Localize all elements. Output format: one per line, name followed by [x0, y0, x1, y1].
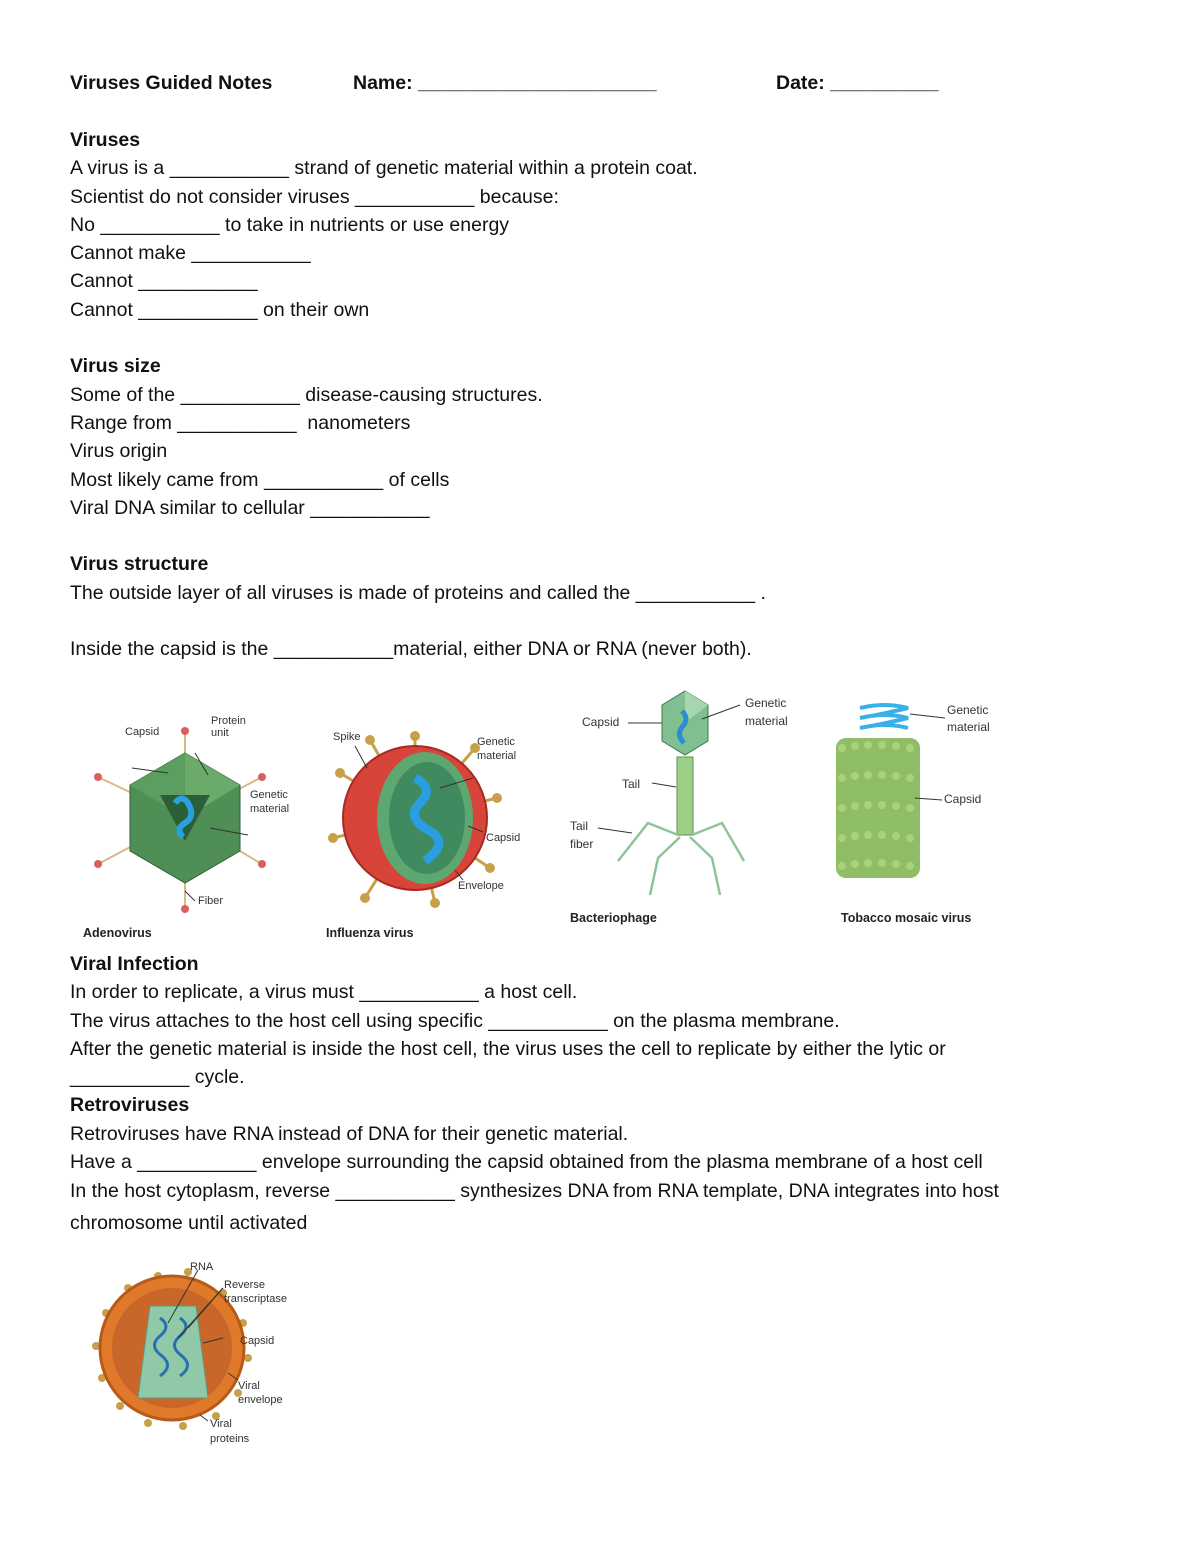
structure-line: The outside layer of all viruses is made of proteins and called the ___________ .	[70, 581, 766, 604]
influenza-label-material: material	[477, 750, 517, 762]
adenovirus-label-capsid: Capsid	[125, 726, 160, 738]
worksheet-header	[70, 68, 1140, 98]
section-heading-viruses: Viruses	[70, 129, 141, 151]
tobacco-mosaic-caption: Tobacco mosaic virus	[841, 911, 972, 925]
infection-line: After the genetic material is inside the host cell, the virus uses the cell to replicate by either the lytic or	[70, 1037, 946, 1060]
size-line: Range from ___________ nanometers	[70, 411, 411, 434]
retro-line: Retroviruses have RNA instead of DNA for their genetic material.	[70, 1122, 629, 1145]
influenza-label-spike: Spike	[333, 731, 361, 743]
viruses-line: Scientist do not consider viruses ___________ because:	[70, 185, 559, 208]
size-line: Virus origin	[70, 440, 168, 463]
infection-line: ___________ cycle.	[70, 1066, 245, 1089]
phage-label-material: material	[745, 714, 788, 728]
phage-label-capsid: Capsid	[582, 715, 620, 729]
influenza-caption: Influenza virus	[326, 926, 414, 940]
size-line: Viral DNA similar to cellular ___________	[70, 496, 430, 519]
retrovirus-figure	[88, 1258, 308, 1453]
retro-label-viral: Viral	[238, 1380, 260, 1392]
adenovirus-label-unit: unit	[211, 727, 229, 739]
phage-label-genetic: Genetic	[745, 696, 787, 710]
adenovirus-label-protein: Protein	[211, 715, 246, 727]
adenovirus-label-fiber: Fiber	[198, 895, 224, 907]
structure-line: Inside the capsid is the ___________material, either DNA or RNA (never both).	[70, 638, 752, 661]
viruses-line: Cannot make ___________	[70, 242, 311, 265]
viruses-line: Cannot ___________	[70, 270, 258, 293]
retro-label-rna: RNA	[190, 1261, 214, 1273]
tobacco-mosaic-figure	[830, 698, 1030, 893]
virus-figures	[70, 683, 1070, 945]
retro-capsid	[138, 1306, 208, 1398]
section-heading-viral-infection: Viral Infection	[70, 953, 199, 975]
date-field: Date: __________	[776, 72, 939, 94]
retro-line: In the host cytoplasm, reverse ___________ synthesizes DNA from RNA template, DNA integrates into host	[70, 1180, 999, 1203]
retro-line: chromosome until activated	[70, 1212, 308, 1235]
adenovirus-label-genetic: Genetic	[250, 789, 288, 801]
section-heading-retroviruses: Retroviruses	[70, 1094, 190, 1117]
retro-label-capsid: Capsid	[240, 1335, 275, 1347]
bacteriophage-figure	[570, 683, 810, 913]
size-line: Some of the ___________ disease-causing structures.	[70, 383, 543, 406]
retro-line: Have a ___________ envelope surrounding the capsid obtained from the plasma membrane of a host cell	[70, 1151, 983, 1174]
bacteriophage-caption: Bacteriophage	[570, 911, 657, 925]
worksheet-title: Viruses Guided Notes	[70, 72, 273, 94]
phage-label-fiber: fiber	[570, 837, 594, 851]
viruses-line: A virus is a ___________ strand of genetic material within a protein coat.	[70, 157, 698, 180]
size-line: Most likely came from ___________ of cells	[70, 468, 450, 491]
adenovirus-figure	[80, 715, 300, 918]
influenza-label-capsid: Capsid	[486, 832, 521, 844]
infection-line: In order to replicate, a virus must ___________ a host cell.	[70, 981, 578, 1004]
section-heading-virus-size: Virus size	[70, 355, 161, 378]
retro-label-viral-proteins: Viral	[210, 1418, 232, 1430]
tmv-label-material: material	[947, 720, 990, 734]
lower-sections	[70, 950, 1150, 1238]
tmv-label-genetic: Genetic	[947, 703, 989, 717]
retro-label-reverse: Reverse	[224, 1279, 265, 1291]
influenza-figure	[325, 728, 525, 913]
section-heading-virus-structure: Virus structure	[70, 553, 209, 576]
influenza-label-envelope: Envelope	[458, 880, 504, 892]
worksheet-page	[70, 68, 1140, 664]
influenza-label-genetic: Genetic	[477, 736, 515, 748]
infection-line: The virus attaches to the host cell using specific ___________ on the plasma membrane.	[70, 1009, 840, 1032]
adenovirus-label-material: material	[250, 803, 290, 815]
retro-label-transcriptase: transcriptase	[224, 1293, 287, 1305]
viruses-line: Cannot ___________ on their own	[70, 298, 370, 321]
name-field: Name: ______________________	[353, 72, 657, 94]
viruses-line: No ___________ to take in nutrients or use energy	[70, 213, 510, 236]
tmv-label-capsid: Capsid	[944, 792, 982, 806]
adenovirus-caption: Adenovirus	[83, 926, 152, 940]
phage-label-tail-fiber: Tail	[570, 819, 589, 833]
retro-label-envelope: envelope	[238, 1394, 283, 1406]
retro-label-proteins: proteins	[210, 1433, 250, 1445]
phage-tail	[677, 757, 693, 835]
phage-label-tail: Tail	[622, 777, 641, 791]
